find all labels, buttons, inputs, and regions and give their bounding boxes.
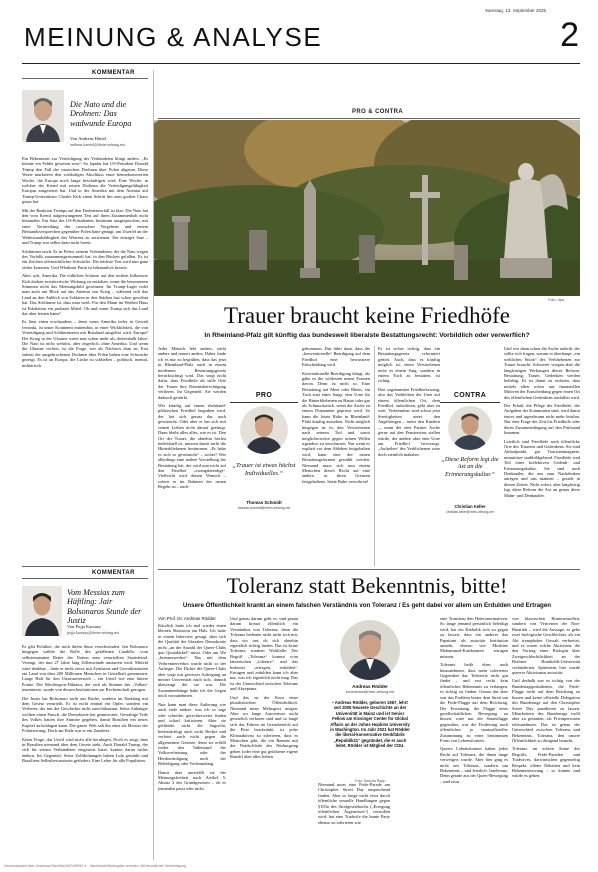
pro-label: PRO: [255, 392, 273, 399]
header-rule: [22, 63, 580, 64]
header-date: Samstag, 13. September 2025: [484, 8, 546, 13]
roedder-portrait-icon: [340, 620, 400, 680]
photo-caption: Foto: dpa: [548, 298, 565, 302]
pro-box: [230, 392, 298, 522]
kommentar-email: andreas.haertel@rhein-zeitung.net: [70, 142, 125, 147]
paragraph: Toleranz im echten Sinne des Begriffs, Pride-Paraden und Tradwives, darwinischen gegenseitig Respekt, offene Debatten und kein Bekenntniszwang – so könnte und würde es gehen.: [512, 746, 580, 779]
contra-label: CONTRA: [453, 392, 487, 399]
paragraph: Und das ist der Kern einer pluralistischen Öffentlichkeit. Niemand muss Mehrsport mögen. Aber wo lange Autorenwie nicht gesetzlich verboten sind und so lange sich das Fahren im Grenzbereich auf die Piste beschränkt, ist jeder Klimaaktivist zu tolerieren, dass es Menschen gibt, die ein Rennen mit der Nordschleife des Nürburgring gehen (oder eine gut gefahrene eigene Runde) über alles lieben.: [230, 694, 298, 760]
contra-box: [440, 392, 500, 532]
paragraph: von klassischen Homosexuellen, sondern von Vertretern der Non-Binarität – wird die Aussage, es gebe zwei biologische Geschlechter, als ein Akt transphober Gewalt verbreitet, und es waren solche Aktivisten, die den Vortrag einer Biologin über Zweigeschlechtlichkeit an der Berliner Humboldt-Universität verhinderten. Spätestens hier wurde queerer Aktivismus autoritär.: [512, 616, 580, 676]
paragraph: Damit aber unterfällt sie der Meinungsfreiheit nach Artikel 5, Absatz 2 des Grundgesetzes – ob es jemanden passt oder nicht.: [158, 769, 226, 791]
kommentar-body: [22, 156, 148, 556]
pro-quote: „Trauer ist etwas höchst Individuelles.“: [232, 462, 296, 477]
procontra-label: PRO & CONTRA: [352, 109, 404, 115]
paragraph: Letztlich sind Friedhöfe auch öffentliche Orte des Trauerns und Gedenkens. Sie sind Anlaufpunkt, gar Touristenmagnete, minutiöser stadtbildgebend. Friedhöfe sind Teil einer kollektiven Gedenk- und Erinnerungskultur. Sie sind auch Denkmäler, die uns zum Nachdenken anregen und uns mahnen – gerade in diesen Zeiten. Nicht sofort, aber langfristig legt diese Reform die Axt an genau diese Mahn- und Denkmäler.: [504, 438, 580, 498]
paragraph: Es lässt einen erschaudern – denn wenn Amerika tiefer in Gewalt versinkt, ist unser Kontinent mittendrin, in einer Wirklichkeit, die von Verteidigung und Schlimmerem mit Russland ausgelöst wird. Europa? Der Krieg in der Ukraine wäret nun schon mehr als dreieinhalb Jahre. Die Nato ist nicht wehrlos, aber zögerlich, ohne Amerika. Und wenn die Ukraine verliert, ist die Frage, wer als Nächstes dran ist. Erst zuletzt die ausgebrochenen Drohnen über Polen haben eine Schwäche gezeigt. Es ist an Europa, die Lücke zu schließen – politisch, mental, militärisch.: [22, 319, 148, 368]
procontra-subhead: In Rheinland-Pfalz gilt künftig das bundesweit liberalste Bestattungsrecht: Vorbildlich oder verwerflich?: [204, 332, 530, 339]
kommentar-email: pojja.karsazy@rhein-zeitung.net: [67, 630, 120, 635]
contra-column-2: [504, 346, 580, 566]
contra-quote: „Diese Reform legt die Axt an die Erinnerungskultur.“: [441, 456, 499, 478]
paragraph: Kürzlich hatte ich mal wieder einen kleinen Shitstorm am Hals. Ich hatte in einem Interview gesagt, dass sich die Qualität der liberalen Demokratie nicht „an der Anzahl der Queer-Clubs quo Quotalärkel“ misst. Oder am Wo „brennerwerbot“. Das mit dem Verbrennerverbot wurde nicht so der Aufreger. Die Dichte der Queer-Clubs aber sorgt mit gewisser Aufregung an meiner Universität nach sich, danach überzeugt die sie war. Die Zusammenhänge habe ich die Gegen mich vorzunehmen.: [158, 623, 226, 699]
paragraph: Ein Bekenntnis zur Verteidigung der Verbündeten klingt anders. „Es könnte ein Fehler gewesen sein“: So lapidar hat US-Präsident Donald Trump den Fall der russischen Drohnen über Polen abgetan. Diese Worte markieren den vorläufigen Abschluss einer bemerkenswerten Woche, die Europa noch lange beschäftigen wird. Eine Woche, in welcher der Kreml mit seinen Drohnen die Verteidigungsfähigkeit Europas ausgetestet hat. Und in der Amerika mit dem Attentat auf Trump-Unterstützer Charlie Kirk einen Schritt hin zum großen Chaos getan hat.: [22, 156, 148, 205]
gast-column-3-lower: [318, 782, 390, 864]
contra-author: Christian Keller: [454, 504, 486, 509]
paragraph: Aber, ach, Amerika. Die tödlichen Schüsse auf den rechten Influencer Kirk drohen zerstörerische Wirkung zu entfalten, wenn die besonnenen Stimmen nicht das Meinungsbild gewinnen. Im Trump-Lager redet man auch mit Blick auf das Attentat von Krieg – während sich das Land an den Anblick von Soldaten in den Städten fast schon gewöhnt hat. Das Schlimme ist, dass man weiß: Für den Mann im Weißen Haus ist Eskalation ein probates Mittel. Ob und wann Trump sich das Land das aber leisten kann?: [22, 273, 148, 316]
author-photo: [22, 586, 62, 636]
paragraph: Konventionelle Beerdigung klingt, als gäbe es die wildesten neuen Formen davon. Denn ist nicht so. Eine Bestattung auf Meer oder Rhein, ein Tuch statt eines Sargs, eine Urne für die Hinterbliebenen zu Hause oder gar als Schmuckstück, wenn die Asche zu einem Diamanten gepresst wird. So kann die letzte Ruhe in Rheinland-Pfalz künftig aussehen. Nicht möglich hingegen ist es, den Verstorbenen nach seinem Tod und somit möglicherweise gegen seinen Willen irgendwo zu verscharren. Nur wenn es explizit vor dem Ableben festgehalten wird, kann eine der neuen Bestattungsformen gewählt werden. Niemand muss sich nun einem Menschen dieses Recht auf eine andere, in ihren Grenzen festgehaltene, letzte Ruhe verwehren!: [302, 370, 370, 484]
paragraph: gekommen. Das führt dazu, dass die „konventionelle“ Beerdigung auf dem Friedhof eine bewusstere Entscheidung wird.: [302, 346, 370, 368]
procontra-headline: Trauer braucht keine Friedhöfe: [224, 303, 510, 328]
page-header: [0, 0, 598, 64]
contra-email: christian.keller@rhein-zeitung.net: [446, 510, 494, 514]
kommentar-label: KOMMENTAR: [92, 70, 135, 76]
paragraph: Mit der Reaktion Trumps auf den Drohnenvorfall ist klar: Die Nato hat den vom Kreml aufgezwungenen Test auf ihren Zusammenhalt nicht bestanden. Ein Satz des US-Präsidenten, bestimmt ausgesprochen, mit einer Verurteilung des russischen Vorgehens und einem Beistandsversprechen gegenüber Polen hätte genügt, um Zweifel an der Widerstandsfähigkeit des Westens zu zerstreuen. Ein einziger Satz – und Trump war selbst dazu nicht bereit.: [22, 207, 148, 246]
author-portrait-icon: [22, 586, 62, 636]
gast-column-1: [158, 623, 226, 863]
section-title: MEINUNG & ANALYSE: [24, 22, 323, 52]
paragraph: Die Justiz hat Bolsonaro nicht aus Rache, sondern im Einklang mit dem Gesetz verurteilt. Er ist nicht einmal ein Opfer, sondern ein Verlierer, der mit der Geschichte nicht zurechtkommt. Seine Anhänger wollten einen Putsch, die Demokratie hat geantwortet. Gewaltige Teile des Volkes hatten ihre Stimme gegeben, damit Brasilien ein neues Kapitel aufschlagen kann. Die ganze Welt sah ihn einst als Meister der Polarisierung. Doch am Ende war er ein Zauderer.: [22, 695, 148, 734]
roedder-bio: • Andreas Rödder, geboren 1967, lehrt seit 2005 Neueste Geschichte an der Universität in Mainz und ist Senior Fellow am Kissinger Center for Global Affairs an der Johns Hopkins University in Washington. Im Jahr 2021 hat Rödder die liberal-konservative Denkfabrik „Republik21“ gegründet, die er auch leitet. Rödder ist Mitglied der CDU.: [330, 700, 410, 749]
kommentar-title: Die Nato und die Drohnen: Das wadwunde Europa: [70, 100, 132, 128]
paragraph: Jeder Mensch lebt anders, stirbt anders und trauert anders. Daher finde ich es nur zu begrüßen, dass das jetzt in Rheinland-Pfalz auch in einem modernen Bestattungsgesetz berücksichtigt wird. Das sorgt nicht dafür, dass Friedhöfe als stille Orte der Trauer ihre Daseinsberechtigung verlieren. Im Gegenteil: Sie werden dadurch gestärkt.: [158, 346, 226, 400]
footer-note: Gedownloaded über Download 06e4bbe2e57cf900f1 3... Nachdruck/Weitergabe verboten. Mit freundlicher Genehmigung: [4, 864, 186, 868]
author-photo: [22, 90, 64, 142]
gastbeitrag-author: Von Prof. Dr. Andreas Rödder: [158, 616, 216, 621]
paragraph: Nun kann man diese Äußerung wie auch viele andere, was ich so sage oder schreibe, gerechterweise finden und scharf kritisieren. Aber sie gefährdet nicht die Sagrecht, beeinträchtigt auch nicht Rechte und verletzt auch nicht gegen die allgemeinen Gesetze, denn sie erfüllt weder den Tatbestand der Volksverhetzung oder der Herabwürdigung noch der Beleidigung oder Verleumdung.: [158, 701, 226, 767]
roedder-name: Andreas Rödder: [352, 684, 388, 689]
gast-column-2: [230, 616, 298, 862]
paragraph: Und deshalb war es richtig von der Bundestagspräsidentin, die Pride-Flagge nicht auf dem Reichstag zu hissen und keine offizielle Delegation des Bundestags auf den Christopher Street Day paradieren zu lassen. Mitarbeitern des Bundestags wollt aber zu gestatten, als Privatpersonen teilzunehmen. Das ist genau der Unterschied zwischen Toleranz und Bekenntnis, Toleranz, den unsere Öffentlichkeit so dringend braucht.: [512, 678, 580, 743]
kommentar-body: [22, 644, 148, 860]
procontra-divider: [374, 346, 375, 566]
paragraph: Wer künftig auf einem rheinland-pfälzischen Friedhof begraben wird, der hat sich genau das auch gewünscht. Oder aber er hat sich mit seinen Lieben nicht darauf geeinigt. Dann bleibt alles alles, wie es ist. Den Ort der Trauer, die ohnehin höchst individuell ist, müssen damit nicht die Hinterbliebenen bestimmen. „Er hätte es sich so gewünscht“ – sicher? Wer allerdings eine andere Vorstellung der Bestattung hat, der wird nun nicht auf den Friedhof „zwangsbeerdigt“. Vielleicht wird dessen Wunsch – sofern es im Rahmen der neuen Regeln ist – nach-: [158, 403, 226, 490]
paragraph: Es ist sicher richtig, dass ein Bestattungsgesetz reformiert gehört. Auch, dass es künftig möglich ist, einen Verstorbenen nicht in einem Sarg, sondern in einem Tuch zu bestatten, ist richtig.: [378, 346, 440, 384]
kommentar-label: KOMMENTAR: [92, 570, 135, 576]
contra-column-1: [378, 346, 440, 566]
paragraph: Schlimmer noch: Er ist Polen, seinem Verbündeten, der die Nato wegen des Vorfalls zusammengetrommelt hat, in den Rücken gefallen. Es ist ein Zeichen offensichtlicher Schwäche. Die nächste Test wird nun ganz sicher kommen. Und Wladimir Putin ist bekanntlich kreativ.: [22, 248, 148, 270]
contra-portrait-icon: [448, 406, 492, 450]
paragraph: Und wer dann schon die Asche aufteilt, der sollte sich fragen, warum er überhaupt „ein weltliches Stück“ des Verbliebenen zur Trauer braucht. Schwerer wiegen aber die langfristigen Wirkungen dieser Reform. Bestattung, Trauer, Gedenken werden beliebig. Es ist damit zu rechnen, dass mittels allen schon aus finanziellen Motiven der Entscheidung gegen einen Ort des öffentlichen Gedenkens ausfallen wird.: [504, 346, 580, 400]
kommentar-author: Von Andreas Härtel: [70, 136, 107, 141]
kommentar-title: Vom Messias zum Häftling: Jair Bolsonaros Stunde der Justiz: [67, 588, 142, 626]
roedder-bio-credit: Foto: Sascha Rapp: [354, 779, 386, 783]
gastbeitrag-headline: Toleranz statt Bekenntnis, bitte!: [226, 573, 508, 598]
pro-email: thomas.schmidt@rhein-zeitung.net: [237, 506, 291, 510]
pro-author: Thomas Schmidt: [246, 500, 282, 505]
page-number: 2: [560, 16, 579, 54]
paragraph: Es gibt Politiker, die nach ihrem Sturz verschwinden. Jair Bolsonaro hingegen wählte die Rolle des gefallenen Caudillo: vom selbsternannten Retter der Nation zum verurteilten Staatsfeind. Verzagt, der nun 27 Jahre lang Zellenwände anstarren wird. Mitleid wäre denkbar – hätte er nicht zuvor mit Zynismus und Gewaltfantasien ein Land von über 200 Millionen Menschen in Geiselhaft genommen. Lange Haft für den Umsturzversuch – ein Urteil wie eine bittere Pointe. Der Möchtegern-Diktator, der sich als Stimme des „Volkes“ inszenierte, wurde von dessen Institutionen zur Rechenschaft gezogen.: [22, 644, 148, 693]
contra-author-photo: [448, 406, 492, 450]
paragraph: Der Erhalt, die Pflege der Friedhöfe, der Aufgaben der Kommunen sind, wird damit teurer und irgendwann nicht mehr leistbar. Nur eine Frage der Zeit bis Friedhöfe oder deren Zusammenlegung auf den Prüfstand kommen.: [504, 403, 580, 436]
kommentar-bolsonaro: [22, 566, 148, 862]
gastbeitrag-subhead: Unsere Öffentlichkeit krankt an einem falschen Verständnis von Toleranz / Es geht dabei vor allem um Erdulden und Ertragen: [182, 602, 552, 609]
roedder-email: kommentar@rhein-zeitung.net: [345, 690, 395, 694]
paragraph: Den sogenannten Friedhofszwang, also das Verbleiben der Urne auf einem öffentlichen Ort, dem Friedhof, aufzulösen, geht aber zu weit. Verbrennbar sind schon jetzt Streitigkeiten unter den Angehörigen – meist den Kindern –, wenn der eine Partner Asche gerne auf den Fenstersims stellen würde, der andere aber eine Urne am Friedhof bevorzugt. „Aufteilen“ des Verblichenen wäre doch ziemlich makaber.: [378, 386, 440, 457]
pro-column-1: [158, 346, 226, 566]
gast-column-5: [512, 616, 580, 862]
gast-column-4: [440, 616, 508, 862]
paragraph: Keine Frage, das Urteil wird nicht alle beruhigen. Doch es zeigt, dass in Brasilien niemand über dem Gesetz steht. Auch Donald Trump, der sich für seinen Verbündeten eingesetzt hatte, konnte daran nichts ändern. Im Gegenteil: Seine Zolldrohungen haben Lula gestärkt und Brasiliens Selbstbewusstsein gefördert. Eine Lehre für alle Populisten.: [22, 736, 148, 764]
cemetery-image-icon: [154, 120, 580, 296]
author-portrait-icon: [22, 90, 64, 142]
paragraph: Toleranz heißt eben auch hinzunehmen, dass mein toleriertes Gegenüber das Tolerierte nicht gut findet – und erst recht kein öffentliches Bekenntnis zu verlangen, es richtig zu finden. Genau das aber war das Problem hinter dem Streit um die Pride-Flagge auf dem Reichstag. Die Erwartung, die Flagge einer gesellschaftlichen Bewegung zu hissen, wäre nur der Staatsflagge gegenüber, war die Forderung nach öffentlicher, ja staatsoffizieller Zustimmung zu einer bestimmten Form von Lebensformen.: [440, 662, 508, 743]
roedder-photo: [340, 620, 400, 680]
paragraph: Queere Lebensformen haben jedes Recht auf Toleranz, die ihnen lange verweigert wurde. Aber hier ging es nicht um Toleranz, sondern um Bekenntnis – und letztlich: Intoleranz. Denn gerade aus der Queer-Bewegung – und zwar: [440, 746, 508, 784]
cemetery-photo: [154, 120, 580, 296]
paragraph: eine Transfrau den Heteronormativen. So lange jemand persönlich beleidigt wird, hat ein Katholik sich zu gegen zu lassen, dass ein anderer das Papsttum als autoritär Institution ansieht, ebenso wie Muslime Mohammed-Karikaturen ertragen müssen.: [440, 616, 508, 659]
pro-column-2: [302, 346, 370, 566]
paragraph: Niemand muss eine Pride-Parade am Christopher Street Day anspruchend finden. Aber so lange nicht etwa durch öffentliche sexuelle Handlungen gegen §183a des Strafgesetzbuchs („Erregung öffentlichen Ärgernisses“) verstoßen wird, hat eine Tradwife die bunte Party ebenso zu tolerieren wie: [318, 782, 390, 825]
kommentar-nato: [22, 68, 148, 563]
paragraph: Und genau darum geht es, und genau darum kreuzt öffentlich ein Verständnis von Toleranz, denn die Toleranz bedeutet nicht nicht sich mit, dass wir uns ob sich ohnehin eigentlich richtig finden. Das ist keine Toleranz, sondern Wohlfalle. Der Begriff „Toleranz“ kommt vom lateinischen „tolerare“, und das bedeutet „ertragen, erdulden“. Ertragen und erdulden kann ich aber nur, was ich eigentlich nicht mag. Das ist der Unterschied zwischen Toleranz und Akzeptanz.: [230, 616, 298, 692]
kommentar-author: Von Pojja Karsazy: [67, 624, 102, 629]
pro-portrait-icon: [240, 406, 288, 454]
pro-author-photo: [240, 406, 288, 454]
